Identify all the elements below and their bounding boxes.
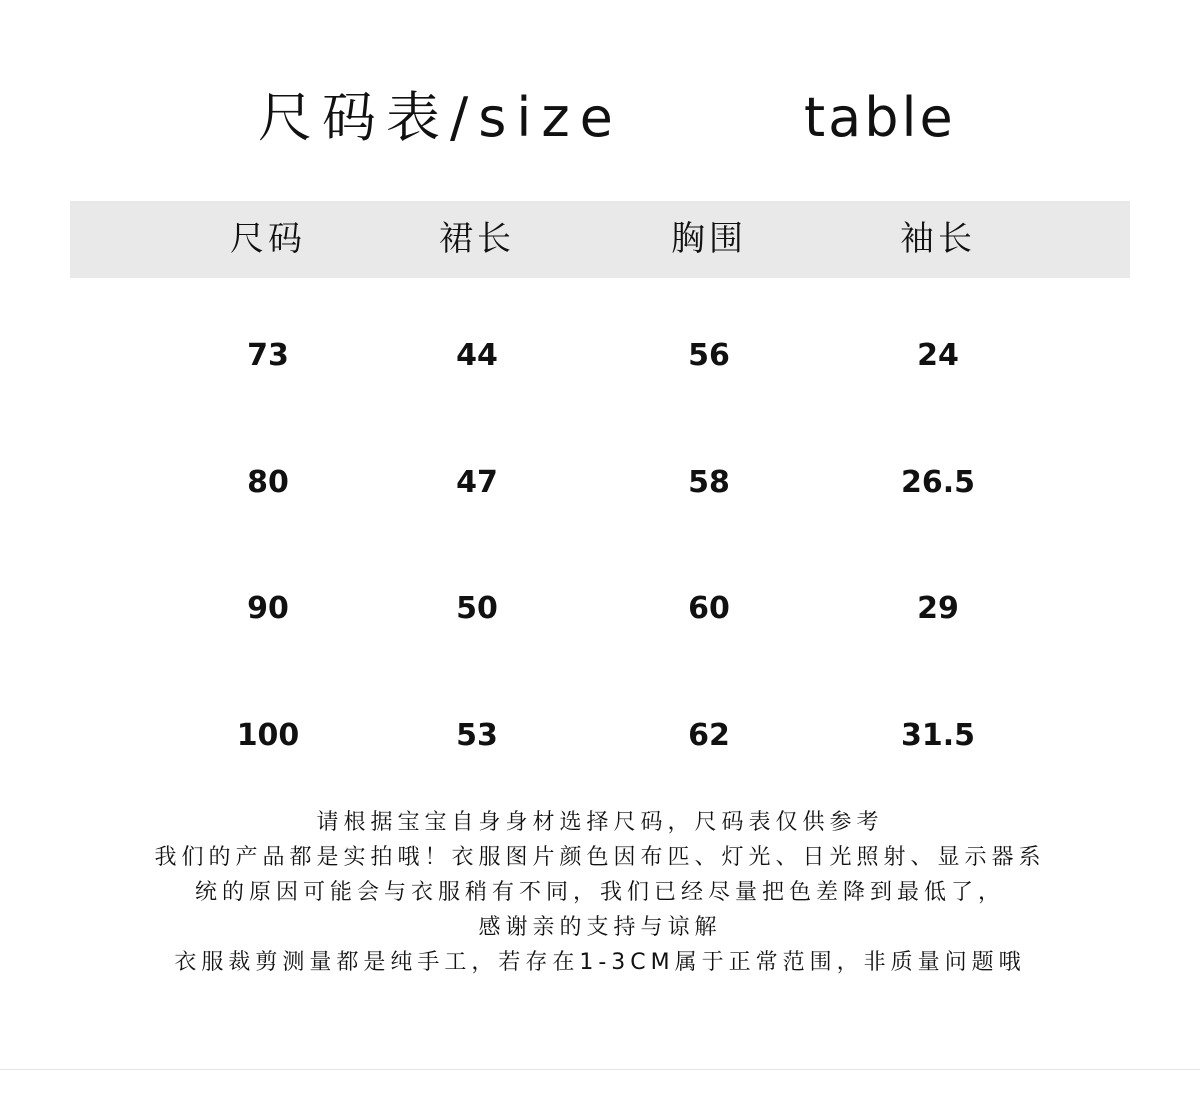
table-cell: 24 — [917, 338, 959, 373]
header-size: 尺码 — [230, 219, 306, 259]
table-cell: 44 — [456, 338, 498, 373]
header-sleeve-length: 袖长 — [900, 219, 976, 259]
table-cell: 100 — [236, 718, 300, 753]
table-cell: 62 — [688, 718, 730, 753]
note-line: 统的原因可能会与衣服稍有不同，我们已经尽量把色差降到最低了， — [194, 880, 1005, 905]
table-cell: 73 — [247, 338, 289, 373]
table-cell: 90 — [247, 591, 289, 626]
table-cell: 56 — [688, 338, 730, 373]
notes-block — [70, 805, 1130, 980]
table-cell: 50 — [456, 591, 498, 626]
note-line: 请根据宝宝自身身材选择尺码，尺码表仅供参考 — [316, 810, 884, 835]
table-cell: 60 — [688, 591, 730, 626]
title-main: 尺码表/size — [258, 86, 623, 149]
bottom-divider — [0, 1069, 1200, 1070]
table-cell: 29 — [917, 591, 959, 626]
note-line: 我们的产品都是实拍哦！衣服图片颜色因布匹、灯光、日光照射、显示器系 — [154, 845, 1046, 870]
note-line: 感谢亲的支持与谅解 — [478, 915, 722, 940]
table-cell: 31.5 — [900, 718, 976, 753]
table-cell: 58 — [688, 465, 730, 500]
note-line: 衣服裁剪测量都是纯手工，若存在1-3CM属于正常范围，非质量问题哦 — [174, 950, 1026, 975]
table-cell: 47 — [456, 465, 498, 500]
table-cell: 53 — [456, 718, 498, 753]
header-chest: 胸围 — [671, 219, 747, 259]
table-cell: 80 — [247, 465, 289, 500]
title-table-word: table — [804, 86, 956, 149]
table-cell: 26.5 — [900, 465, 976, 500]
header-skirt-length: 裙长 — [439, 219, 515, 259]
